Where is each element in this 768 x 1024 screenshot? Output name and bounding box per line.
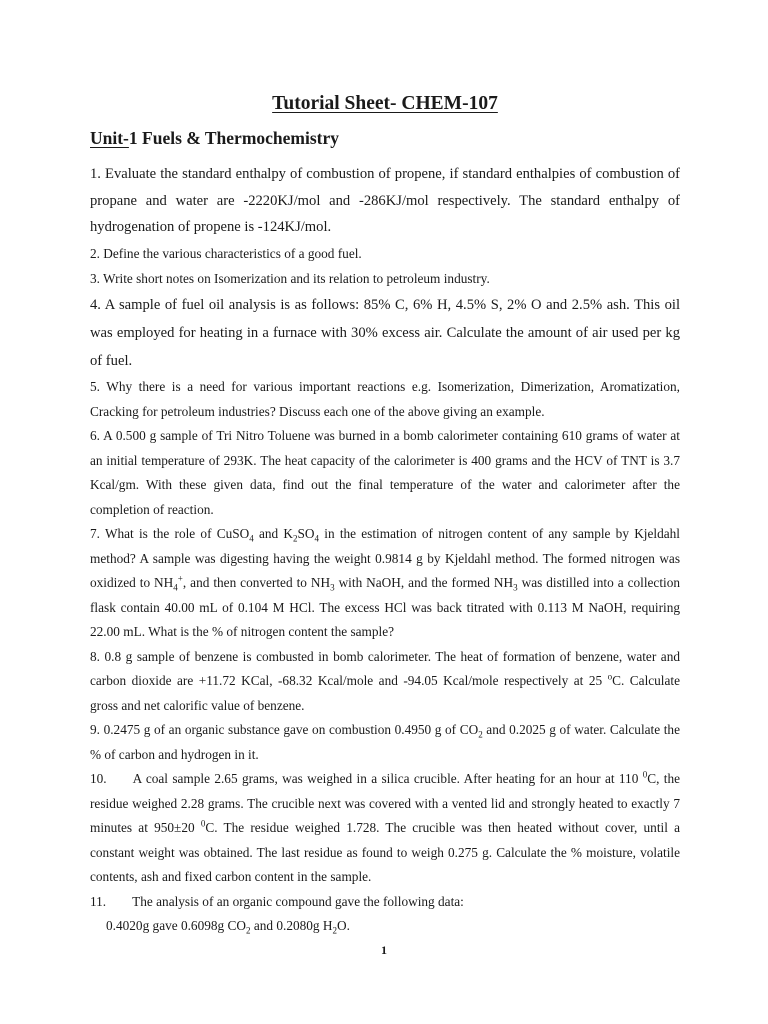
question-2: 2. Define the various characteristics of a good fuel. (90, 246, 362, 262)
question-4: 4. A sample of fuel oil analysis is as follows: 85% C, 6% H, 4.5% S, 2% O and 2.5% ash. This oil was employed for heating in a furnace with 30% excess air. Calculate the amount of air used per kg of fuel. (90, 297, 680, 370)
question-9: 9. 0.2475 g of an organic substance gave on combustion 0.4950 g of $CO_2$ and 0.2025 g of water. Calculate the % of carbon and hydrogen in it. (90, 722, 680, 762)
question-11-data: 0.4020g gave 0.6098g $CO_2$ and 0.2080g $H_2O$. (106, 918, 350, 936)
page-title: Tutorial Sheet- CHEM-107 (272, 93, 498, 114)
question-6: 6. A 0.500 g sample of Tri Nitro Toluene was burned in a bomb calorimeter containing 610 grams of water at an initial temperature of 293K. The heat capacity of the calorimeter is 400 grams and the HCV of TNT is 3.7 Kcal/gm. With these given data, find out the final temperature of the water and calorimeter after the completion of reaction. (90, 428, 680, 517)
question-list (90, 161, 680, 939)
question-10: 10. A coal sample 2.65 grams, was weighed in a silica crucible. After heating for an hour at 110 $^0$C, the residue weighed 2.28 grams. The crucible next was covered with a vented lid and strongly heated to exactly 7 minutes at 950±20 $^0$C. The residue weighed 1.728. The crucible was then heated without cover, until a constant weight was obtained. The last residue as found to weigh 0.275 g. Calculate the % moisture, volatile contents, ash and fixed carbon content in the sample. (90, 769, 681, 885)
question-8: 8. 0.8 g sample of benzene is combusted in bomb calorimeter. The heat of formation of benzene, water and carbon dioxide are +11.72 KCal, -68.32 Kcal/mole and -94.05 Kcal/mole respectively at 25 $^o$C. Calculate gross and net calorific value of benzene. (90, 648, 681, 713)
page-number: 1 (381, 943, 387, 957)
question-5: 5. Why there is a need for various important reactions e.g. Isomerization, Dimerization, Aromatization, Cracking for petroleum industries? Discuss each one of the above giving an example. (90, 379, 680, 419)
question-1: 1. Evaluate the standard enthalpy of combustion of propene, if standard enthalpies of combustion of propane and water are -2220KJ/mol and -286KJ/mol respectively. The standard enthalpy of hydrogenation of propene is -124KJ/mol. (90, 166, 680, 236)
question-3: 3. Write short notes on Isomerization and its relation to petroleum industry. (90, 271, 490, 287)
question-7: 7. What is the role of CuSO$_4$ and $K_2SO_4$ in the estimation of nitrogen content of any sample by Kjeldahl method? A sample was digesting having the weight 0.9814 g by Kjeldahl method. The formed nitrogen was oxidized to $NH_4^+$, and then converted to $NH_3$ with NaOH, and the formed $NH_3$ was distilled into a collection flask contain 40.00 mL of 0.104 M HCl. The excess HCl was back titrated with 0.113 M NaOH, requiring 22.00 mL. What is the % of nitrogen content the sample? (90, 526, 680, 640)
question-11: 11. The analysis of an organic compound gave the following data: (90, 893, 464, 909)
unit-heading: Unit-1 Fuels & Thermochemistry (90, 128, 340, 148)
